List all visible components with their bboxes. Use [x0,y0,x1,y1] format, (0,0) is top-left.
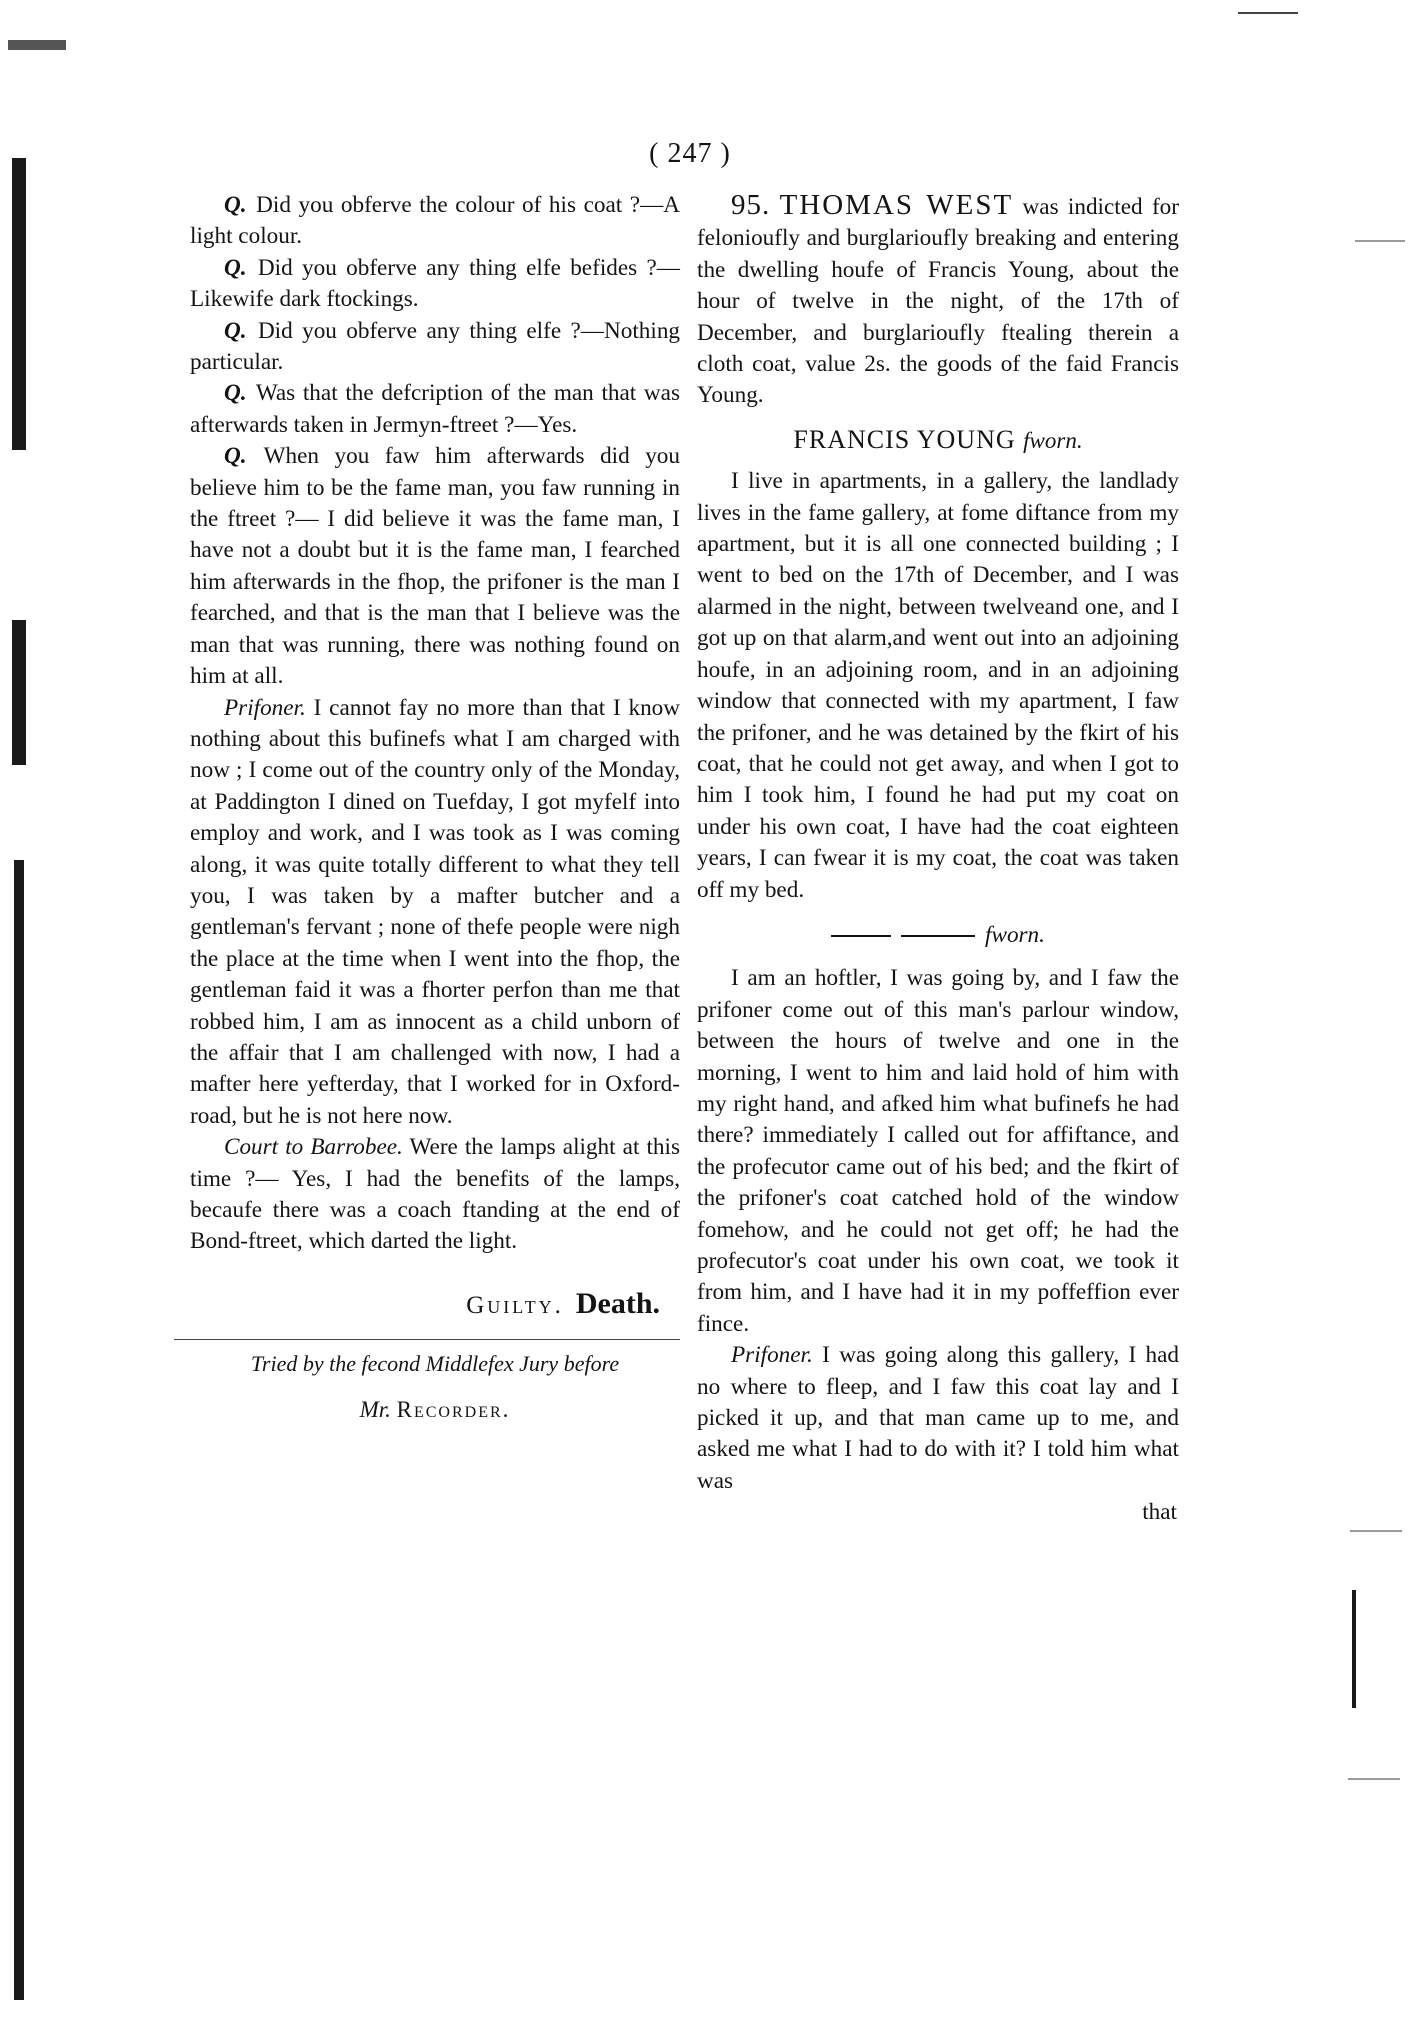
scan-line-right-3 [1348,1778,1400,1780]
sworn-label: fworn. [985,921,1045,948]
scan-edge-bar-2 [12,620,26,765]
witness-name: FRANCIS YOUNG [793,424,1016,454]
indictment-text: was indicted for felonioufly and burglarioufly breaking and entering the dwelling houfe of Francis Young, about the hour of twelve in the night, of the 17th of December, and burglarioufly ftealing therein a cloth coat, value 2s. the goods of the faid Francis Young. [697,194,1179,409]
qa-paragraph [190,316,680,379]
scan-edge-bar-1 [12,158,26,450]
speaker-label: Court to Barrobee. [224,1134,403,1161]
scan-edge-mark-top [8,40,66,50]
sworn-label: fworn. [1023,427,1083,453]
prisoner-statement [190,693,680,1133]
qa-paragraph [190,378,680,441]
right-column [697,190,1179,1529]
page-number: ( 247 ) [649,138,731,169]
qa-text: Did you obferve any thing elfe befides ?—Likewife dark ftockings. [190,254,680,313]
name-blank-dash [831,935,891,937]
qa-text: Did you obferve the colour of his coat ?—A light colour. [190,192,681,250]
verdict-sentence: Death. [575,1286,660,1320]
scan-line-top-right [1238,12,1298,14]
verdict [190,1288,660,1321]
qa-text: When you faw him afterwards did you believe him to be the fame man, you faw running in the ftreet ?— I did believe it was the fame man, I have not a doubt but it is the fame man, I fearched him afterwards in the fhop, the prifoner is the man I fearched, and that is the man that I believe was the man that was running, there was nothing found on him at all. [190,443,680,690]
statement-text: I was going along this gallery, I had no where to fleep, and I faw this coat lay and I picked it up, and that man came up to me, and asked me what I had to do with it? I told him what was [697,1342,1179,1494]
scan-line-right-2 [1350,1530,1402,1532]
question-marker: Q. [224,192,247,218]
qa-text: Did you obferve any thing elfe ?—Nothing particular. [190,317,681,376]
case-number: 95. [731,189,771,221]
question-marker: Q. [224,254,247,281]
speaker-label: Prifoner. [731,1342,813,1369]
question-marker: Q. [224,380,247,407]
witness-heading [697,424,1179,456]
tried-by-note: Tried by the fecond Middlefex Jury before [250,1351,620,1377]
prisoner-statement [697,1340,1179,1497]
recorder-line [190,1394,680,1425]
witness-testimony: I am an hoftler, I was going by, and I faw the prifoner come out of this man's parlour window, between the hours of twelve and one in the morning, I went to him and laid hold of him with my right hand, and afked him what bufinefs he had there? immediately I called out for affiftance, and the profecutor came out of his bed; and the fkirt of the prifoner's coat catched hold of the window fomehow, and he could not get off; he had the profecutor's coat under his own coat, we took it from him, and I have had it in my poffeffion ever fince. [697,965,1179,1337]
statement-text: I cannot fay no more than that I know nothing about this bufinefs what I am charged with now ; I come out of the country only of the Monday, at Paddington I dined on Tuefday, I got myfelf into employ and work, and I was took as I was coming along, it was quite totally different to what they tell you, I was taken by a mafter butcher and a gentleman's fervant ; none of thefe people were nigh the place at the time when I went into the fhop, the gentleman faid it was a fhorter perfon than me that robbed him, I am as innocent as a child unborn of the affair that I am challenged with now, I had a mafter here yefterday, that I worked for in Oxford-road, but he is not here now. [190,694,681,1129]
case-indictment [697,190,1179,412]
left-column [190,190,680,1425]
qa-paragraph [190,190,680,253]
recorder-title: Mr. [359,1396,391,1422]
qa-paragraph [190,441,680,692]
scan-edge-bar-3 [14,860,24,2000]
verdict-guilty: Guilty. [466,1291,564,1319]
scan-edge-bar-right [1352,1590,1356,1708]
divider-rule [174,1339,680,1340]
question-marker: Q. [224,317,247,344]
speaker-label: Prifoner. [224,694,306,721]
scan-line-right-1 [1355,240,1405,242]
question-marker: Q. [224,443,247,470]
defendant-name: THOMAS WEST [779,189,1014,221]
catchword: that [1142,1499,1177,1526]
court-question [190,1132,680,1258]
name-blank-dash [901,935,975,937]
witness-testimony: I live in apartments, in a gallery, the landlady lives in the fame gallery, at fome diftance from my apartment, but it is all one connected building ; I went to bed on the 17th of December, and I was alarmed in the night, between twelveand one, and I got up on that alarm,and went out into an adjoining houfe, in an adjoining room, and in an adjoining window that connected with my apartment, I faw the prifoner, and he was detained by the fkirt of his coat, that he could not get away, and when I got to him I took him, I found he had put my coat on under his own coat, I have had the coat eighteen years, I can fwear it is my coat, the coat was taken off my bed. [697,468,1179,903]
qa-paragraph [190,253,680,316]
statement-text: Were the lamps alight at this time ?— Yes, I had the benefits of the lamps, becaufe there was a coach ftanding at the end of Bond-ftreet, which darted the light. [190,1134,680,1255]
recorder-name: Recorder. [396,1396,511,1422]
witness-heading-blank [697,920,1179,951]
qa-text: Was that the defcription of the man that was afterwards taken in Jermyn-ftreet ?—Yes. [190,380,680,438]
